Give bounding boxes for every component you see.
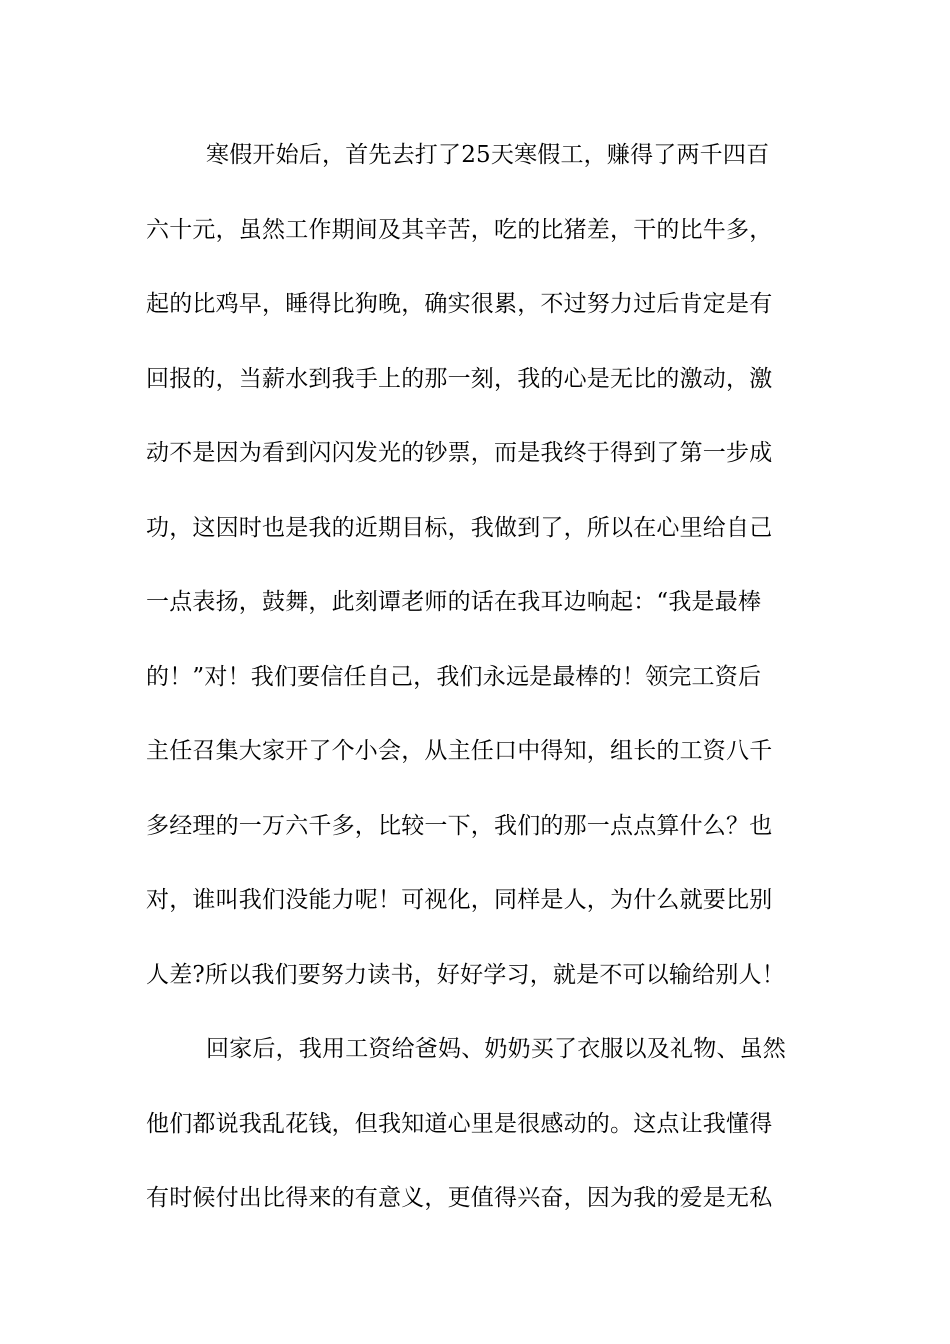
text-line: 主任召集大家开了个小会，从主任口中得知，组长的工资八千: [146, 738, 773, 764]
text-line: 一点表扬，鼓舞，此刻谭老师的话在我耳边响起：“我是最棒: [146, 589, 762, 615]
text-line: 六十元，虽然工作期间及其辛苦，吃的比猪差，干的比牛多，: [146, 216, 773, 243]
text-line: 的！”对！我们要信任自己，我们永远是最棒的！领完工资后: [146, 663, 762, 690]
text-line-paragraph-start: 回家后，我用工资给爸妈、奶奶买了衣服以及礼物、虽然: [206, 1036, 786, 1062]
text-line-paragraph-start: 寒假开始后，首先去打了25天寒假工，赚得了两千四百: [206, 142, 770, 168]
text-line: 起的比鸡早，睡得比狗晚，确实很累，不过努力过后肯定是有: [146, 291, 773, 317]
text-line: 他们都说我乱花钱，但我知道心里是很感动的。这点让我懂得: [146, 1110, 773, 1137]
text-line: 功，这因时也是我的近期目标，我做到了，所以在心里给自己: [146, 514, 773, 541]
body-text: [146, 118, 806, 1236]
text-line: 对，谁叫我们没能力呢！可视化，同样是人，为什么就要比别: [146, 887, 773, 913]
text-line: 回报的，当薪水到我手上的那一刻，我的心是无比的激动，激: [146, 365, 773, 392]
text-line: 动不是因为看到闪闪发光的钞票，而是我终于得到了第一步成: [146, 440, 773, 466]
text-line: 人差?所以我们要努力读书，好好学习，就是不可以输给别人！: [146, 961, 785, 988]
text-line: 有时候付出比得来的有意义，更值得兴奋，因为我的爱是无私: [146, 1185, 773, 1211]
text-line: 多经理的一万六千多，比较一下，我们的那一点点算什么？也: [146, 812, 773, 839]
